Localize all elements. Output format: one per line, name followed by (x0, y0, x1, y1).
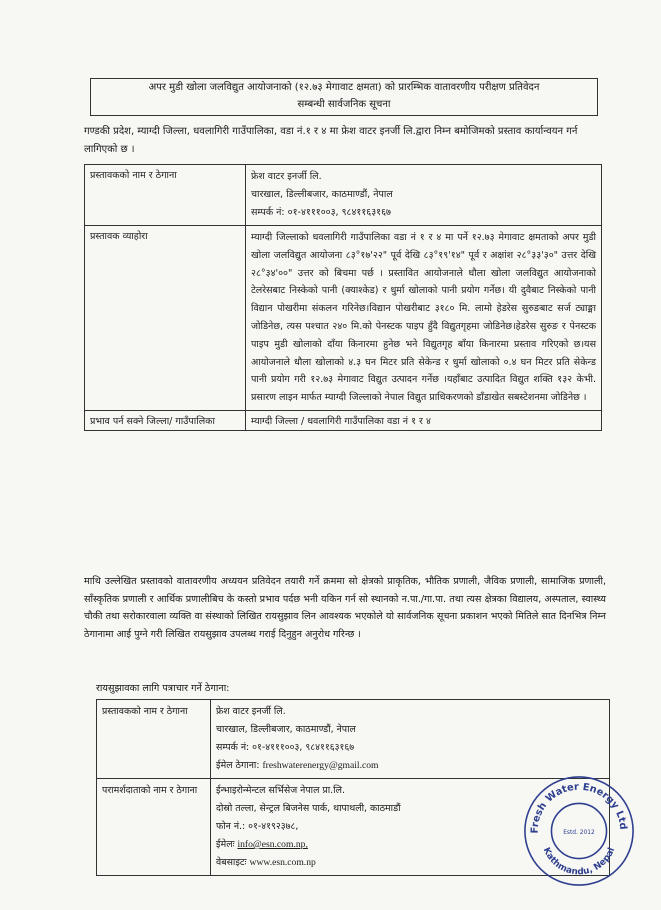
stamp-center-text: Estd. 2012 (563, 829, 595, 836)
email-label: ईमेल ठेगाना: (216, 760, 260, 771)
proposer-name: फ्रेश वाटर इनर्जी लि. (251, 171, 322, 182)
table-row (85, 226, 602, 411)
company-stamp (520, 772, 638, 890)
contact-proposer-name: फ्रेश वाटर इनर्जी लि. (216, 706, 286, 717)
stamp-top-text: Fresh Water Energy Ltd (529, 781, 629, 834)
email-label: ईमेलः (216, 839, 235, 850)
affected-area-value: म्याग्दी जिल्ला / धवलागिरी गाउँपालिका वडा नं १ र ४ (246, 410, 602, 430)
contact-proposer-address: चारखाल, डिल्लीबजार, काठमाण्डौं, नेपाल (216, 724, 356, 735)
title-line-2: सम्बन्धी सार्वजनिक सूचना (297, 99, 391, 110)
contact-proposer-value (211, 700, 610, 779)
proposal-description: म्याग्दी जिल्लाको धवलागिरी गाउँपालिका वडा नं १ र ४ मा पर्ने १२.७३ मेगावाट क्षमताको अपर मुडी खोला जलविद्युत आयोजना ८३°१७'२२" पूर्व देखि ८३°१९'१४" पूर्व र अक्षांश २८°३३'३०" उत्तर देखि २८°३४'००" उत्तर को बिचमा पर्छ । प्रस्तावित आयोजनाले धौला खोला जलविद्युत आयोजनाको टेलरेसबाट निस्केको पानी (क्याश्केड) र धुर्मा खोलाको पानी प्रयोग गर्नेछ। यी दुवैबाट निस्केको पानी विद्यान पोखरीमा संकलन गरिनेछ।विद्यान पोखरीबाट ३१८० मि. लामो हेडरेस सुरुङबाट सर्ज ट्याङ्मा जोडिनेछ, त्यस पश्चात २४० मि.को पेनस्टक पाइप हुँदै विद्युतगृहमा जोडिनेछ।हेडरेस सुरुङ र पेनस्टक पाइप मुडी खोलाको दाँया किनारमा हुनेछ भने विद्युतगृह बाँया किनारमा प्रस्ताव गरिएको छ।यस आयोजनाले धौला खोलाको ४.३ घन मिटर प्रति सेकेन्ड र धुर्मा खोलाको ०.४ घन मिटर प्रति सेकेन्ड पानी प्रयोग गरी १२.७३ मेगावाट विद्युत उत्पादन गर्नेछ ।यहाँबाट उत्पादित विद्युत शक्ति १३२ केभी. प्रसारण लाइन मार्फत म्याग्दी जिल्लाको नेपाल विद्युत प्राधिकरणको डाँडाखेत सबस्टेशनमा जोडिनेछ । (246, 226, 602, 411)
contact-heading: रायसुझावका लागि पत्राचार गर्ने ठेगाना: (96, 683, 230, 694)
proposer-phone: सम्पर्क नं: ०१-४१११००३, ९८४११६३१६७ (251, 207, 391, 218)
affected-area-label: प्रभाव पर्न सक्ने जिल्ला/ गाउँपालिका (85, 410, 246, 430)
proposal-table (84, 164, 602, 431)
consultant-name: ईन्भाइरोन्मेन्टल सर्भिसेज नेपाल प्रा.लि. (216, 785, 345, 796)
website-label: वेबसाइटः (216, 857, 247, 868)
proposer-email: freshwaterenergy@gmail.com (262, 760, 379, 771)
table-row (85, 165, 602, 226)
contact-proposer-phone: सम्पर्क नं: ०१-४१११००३, ९८४११६३१६७ (216, 742, 355, 753)
proposer-address: चारखाल, डिल्लीबजार, काठमाण्डौं, नेपाल (251, 189, 393, 200)
consultant-website: www.esn.com.np (249, 857, 316, 868)
notice-title (90, 78, 598, 116)
intro-text: गण्डकी प्रदेश, म्याग्दी जिल्ला, धवलागिरी गाउँपालिका, वडा नं.१ र ४ मा फ्रेश वाटर इनर्जी लि.द्वारा निम्न बमोजिमको प्रस्ताव कार्यान्वयन गर्न लागिएको छ । (84, 126, 578, 155)
proposer-label: प्रस्तावकको नाम र ठेगाना (85, 165, 246, 226)
consultant-phone: फोन नं.: ०१-४१९२३७८, (216, 821, 299, 832)
stamp-bottom-text: Kathmandu, Nepal (540, 846, 618, 878)
request-paragraph: माथि उल्लेखित प्रस्तावको वातावरणीय अध्ययन प्रतिवेदन तयारी गर्ने क्रममा सो क्षेत्रको प्राकृतिक, भौतिक प्रणाली, जैविक प्रणाली, सामाजिक प्रणाली, साँस्कृतिक प्रणाली र आर्थिक प्रणालीबिच के कस्तो प्रभाव पर्दछ भनी यकिन गर्न सो स्थानको न.पा./गा.पा. तथा त्यस क्षेत्रका विद्यालय, अस्पताल, स्वास्थ्य चौकी तथा सरोकारवाला व्यक्ति वा संस्थाको लिखित रायसुझाव लिन आवश्यक भएकोले यो सार्वजनिक सूचना प्रकाशन भएको मितिले सात दिनभित्र निम्न ठेगानामा आई पुग्ने गरी लिखित रायसुझाव उपलब्ध गराई दिनुहुन अनुरोध गरिन्छ । (84, 576, 606, 640)
consultant-address: दोस्रो तल्ला, सेन्ट्रल बिजनेस पार्क, थापाथली, काठमाडौं (216, 803, 401, 814)
proposer-value (246, 165, 602, 226)
proposal-desc-label: प्रस्तावक व्याहोरा (85, 226, 246, 411)
contact-proposer-label: प्रस्तावकको नाम र ठेगाना (97, 700, 211, 779)
consultant-email: info@esn.com.np, (237, 839, 308, 850)
title-line-1: अपर मुडी खोला जलविद्युत आयोजनाको (१२.७३ मेगावाट क्षमता) को प्रारम्भिक वातावरणीय परीक्षण प्रतिवेदन (148, 82, 540, 93)
table-row (85, 410, 602, 430)
table-row (97, 700, 610, 779)
consultant-label: परामर्शदाताको नाम र ठेगाना (97, 779, 211, 876)
